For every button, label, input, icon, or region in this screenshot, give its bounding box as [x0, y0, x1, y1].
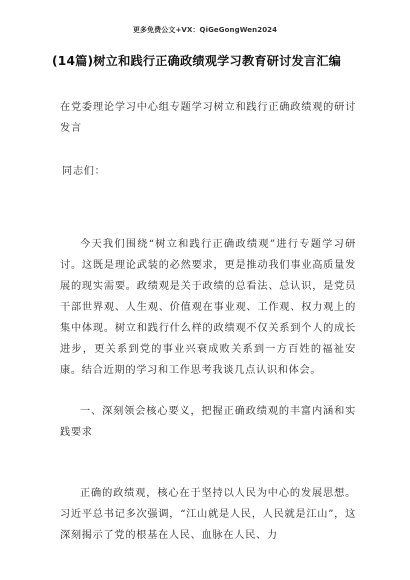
greeting: 同志们： [62, 166, 106, 177]
section-heading-1: 一、深刻领会核心要义，把握正确政绩观的丰富内涵和实践要求 [60, 406, 356, 438]
document-subtitle: 在党委理论学习中心组专题学习树立和践行正确政绩观的研讨发言 [60, 102, 356, 134]
header-note: 更多免费公文+VX：QiGeGongWen2024 [132, 26, 278, 34]
document-title: (14篇)树立和践行正确政绩观学习教育研讨发言汇编 [52, 54, 342, 68]
paragraph-intro: 今天我们围绕“树立和践行正确政绩观”进行专题学习研讨。这既是理论武装的必然要求，更是推动我们事业高质量发展的现实需要。政绩观是关于政绩的总看法、总认识，是党员干部世界观、人生观、价值观在事业观、工作观、权力观上的集中体现。树立和践行什么样的政绩观不仅关系到个人的成长进步，更关系到党的事业兴衰成败关系到一方百姓的福祉安康。结合近期的学习和工作思考我谈几点认识和体会。 [60, 239, 356, 376]
paragraph-body-2: 正确的政绩观，核心在于坚持以人民为中心的发展思想。习近平总书记多次强调，“江山就是人民，人民就是江山”，这深刻揭示了党的根基在人民、血脉在人民、力 [60, 488, 356, 541]
